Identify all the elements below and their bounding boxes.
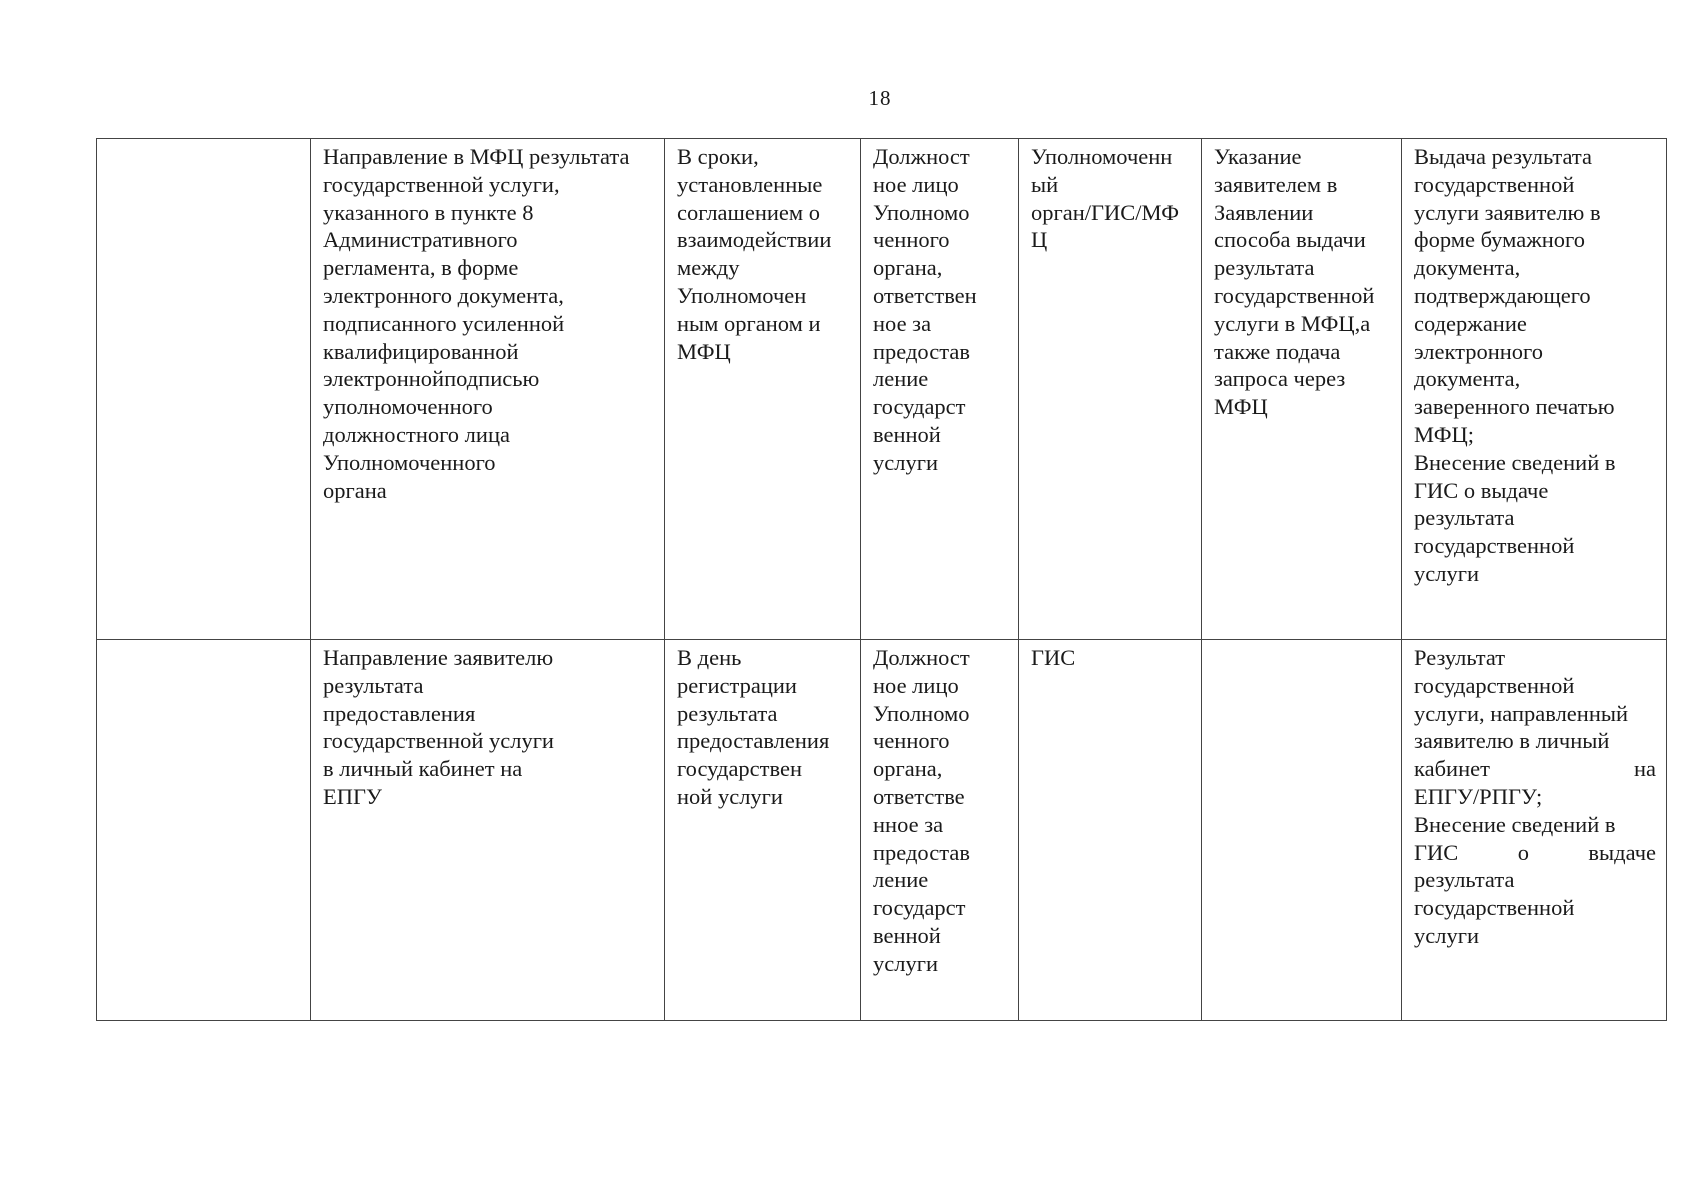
- page-number: 18: [868, 86, 892, 110]
- result-line: кабинет на: [1414, 756, 1656, 782]
- result-line: государственной: [1414, 895, 1575, 921]
- table-row: [97, 640, 1667, 1021]
- table-cell-action: Направление в МФЦ результата государственной услуги, указанного в пункте 8 Административного регламента, в форме электронного документа, подписанного усиленной квалифицированной электроннойподписью уполномоченного должностного лица Уполномоченного органа: [311, 139, 665, 640]
- table-cell-location: Уполномоченн ый орган/ГИС/МФ Ц: [1019, 139, 1202, 640]
- result-line: Внесение сведений в: [1414, 811, 1616, 837]
- result-line: ГИС о выдаче: [1414, 839, 1656, 865]
- result-line: Результат: [1414, 645, 1506, 670]
- result-line: услуги: [1414, 922, 1479, 948]
- table-cell-action: Направление заявителю результата предоставления государственной услуги в личный кабинет на ЕПГУ: [311, 640, 665, 1021]
- result-line: заявителю в личный: [1414, 728, 1610, 754]
- table-cell-location: ГИС: [1019, 640, 1202, 1021]
- table-cell-result: [1402, 640, 1667, 1021]
- result-line: результата: [1414, 867, 1515, 893]
- procedure-table: [96, 138, 1667, 1021]
- table-cell-empty: [97, 640, 311, 1021]
- result-line: ЕПГУ/РПГУ;: [1414, 783, 1543, 809]
- table-cell-criteria: Указание заявителем в Заявлении способа выдачи результата государственной услуги в МФЦ,а также подача запроса через МФЦ: [1202, 139, 1402, 640]
- table-cell-deadline: В сроки, установленные соглашением о взаимодействии между Уполномочен ным органом и МФЦ: [665, 139, 861, 640]
- table-cell-result: Выдача результата государственной услуги заявителю в форме бумажного документа, подтверждающего содержание электронного документа, заверенного печатью МФЦ; Внесение сведений в ГИС о выдаче результата государственной услуги: [1402, 139, 1667, 640]
- table-cell-responsible: Должност ное лицо Уполномо ченного органа, ответствен ное за предостав ление государст венной услуги: [861, 139, 1019, 640]
- table-cell-responsible: Должност ное лицо Уполномо ченного органа, ответстве нное за предостав ление государст венной услуги: [861, 640, 1019, 1021]
- table-row: [97, 139, 1667, 640]
- table-cell-deadline: В день регистрации результата предоставления государствен ной услуги: [665, 640, 861, 1021]
- table-cell-empty: [97, 139, 311, 640]
- result-line: услуги, направленный: [1414, 700, 1629, 726]
- result-line: государственной: [1414, 672, 1575, 698]
- table-cell-criteria: [1202, 640, 1402, 1021]
